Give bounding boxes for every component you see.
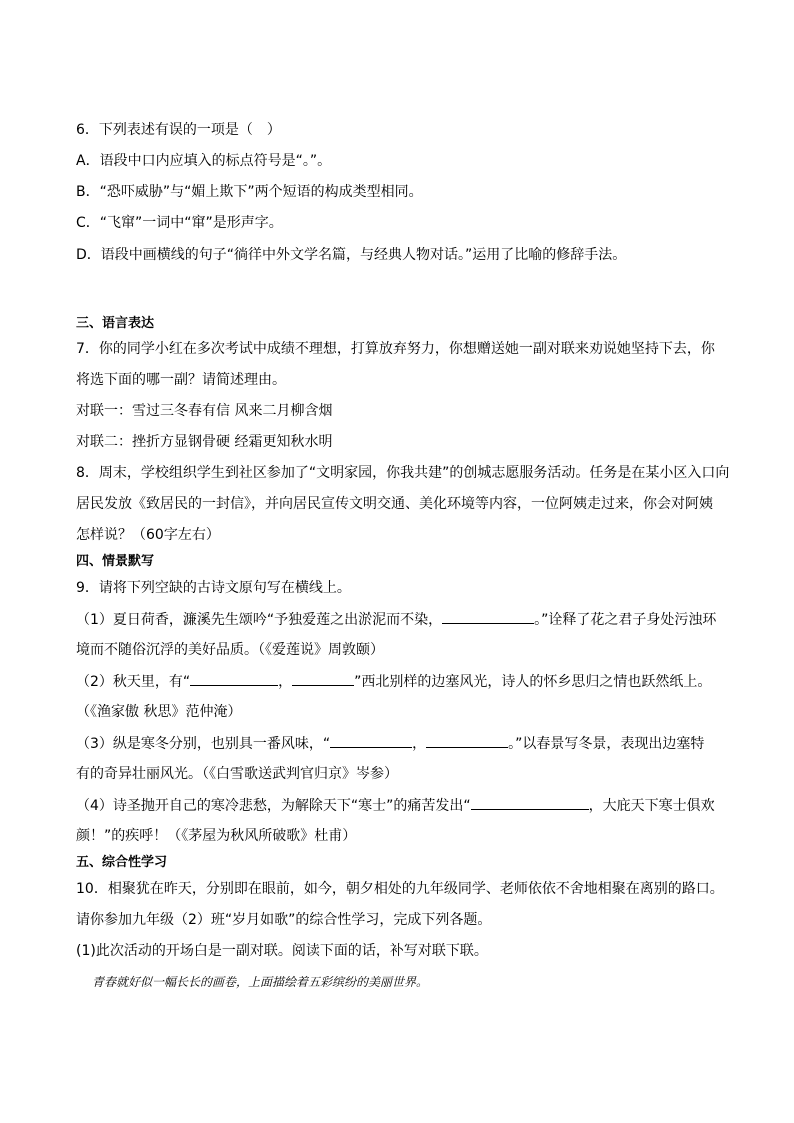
q6-option-d: D．语段中画横线的句子“徜徉中外文学名篇，与经典人物对话。”运用了比喻的修辞手法。 [76, 247, 627, 263]
q9-s4-blank [471, 795, 589, 810]
q9-s3-text-c: 。”以春景写冬景，表现出边塞特 [508, 736, 705, 752]
q9-s3-line1 [76, 733, 736, 754]
q9-s1-line1 [76, 609, 736, 630]
q9-s1-text-b: 。”诠释了花之君子身处污浊环 [534, 612, 717, 628]
q8-line3: 怎样说？（60字左右） [76, 527, 220, 543]
q10-line1: 10．相聚犹在昨天，分别即在眼前，如今，朝夕相处的九年级同学、老师依依不舍地相聚在离别的路口。 [76, 881, 724, 897]
q9-s2-text-c: ”西北别样的边塞风光，诗人的怀乡思归之情也跃然纸上。 [354, 674, 712, 690]
section4-title: 四、情景默写 [76, 554, 155, 569]
q9-s3-blank-2 [426, 733, 508, 748]
q9-s3-text-b: ， [412, 736, 427, 752]
q9-s3-text-a: （3）纵是寒冬分别，也别具一番风味，“ [76, 736, 331, 752]
q9-s4-text-b: ，大庇天下寒士俱欢 [588, 798, 715, 814]
q9-s1-blank [442, 609, 534, 624]
q9-s2-text-a: （2）秋天里，有“ [76, 674, 191, 690]
q10-sub1: (1)此次活动的开场白是一副对联。阅读下面的话，补写对联下联。 [76, 943, 488, 959]
q9-s4-line1 [76, 795, 736, 816]
q7-couplet1: 对联一：雪过三冬春有信 风来二月柳含烟 [76, 403, 333, 419]
q9-stem: 9．请将下列空缺的古诗文原句写在横线上。 [76, 580, 351, 596]
q7-couplet2: 对联二：挫折方显钢骨硬 经霜更知秋水明 [76, 434, 333, 450]
section5-title: 五、综合性学习 [76, 855, 168, 870]
q9-s2-line2: （《渔家傲 秋思》范仲淹） [76, 704, 242, 720]
q6-stem: 6．下列表述有误的一项是（ ） [76, 122, 281, 138]
q9-s2-text-b: ， [278, 674, 293, 690]
q7-line1: 7．你的同学小红在多次考试中成绩不理想，打算放弃努力，你想赠送她一副对联来劝说她坚持下去，你 [76, 341, 715, 357]
q6-option-c: C．“飞窜”一词中“窜”是形声字。 [76, 215, 283, 231]
q9-s2-line1 [76, 671, 736, 692]
q9-s2-blank-1 [190, 671, 278, 686]
q9-s4-line2: 颜！”的疾呼！（《茅屋为秋风所破歌》杜甫） [76, 828, 357, 844]
q6-option-a: A．语段中口内应填入的标点符号是“。”。 [76, 153, 332, 169]
q6-option-b: B．“恐吓威胁”与“媚上欺下”两个短语的构成类型相同。 [76, 184, 423, 200]
q9-s3-blank-1 [330, 733, 412, 748]
q8-line1: 8．周末，学校组织学生到社区参加了“文明家园，你我共建”的创城志愿服务活动。任务是在某小区入口向 [76, 465, 730, 481]
q9-s2-blank-2 [292, 671, 354, 686]
q9-s1-line2: 境而不随俗沉浮的美好品质。（《爱莲说》周敦颐） [76, 642, 384, 658]
section3-title: 三、语言表达 [76, 316, 155, 331]
q8-line2: 居民发放《致居民的一封信》，并向居民宣传文明交通、美化环境等内容，一位阿姨走过来，你会对阿姨 [76, 496, 713, 512]
q10-handwritten-quote: 青春就好似一幅长长的画卷，上面描绘着五彩缤纷的美丽世界。 [92, 975, 429, 989]
q7-line2: 将选下面的哪一副？请简述理由。 [76, 372, 286, 388]
q10-line2: 请你参加九年级（2）班“岁月如歌”的综合性学习，完成下列各题。 [76, 912, 492, 928]
q9-s1-text-a: （1）夏日荷香，濂溪先生颂吟“予独爱莲之出淤泥而不染， [76, 612, 443, 628]
q9-s3-line2: 有的奇异壮丽风光。（《白雪歌送武判官归京》岑参） [76, 766, 398, 782]
q9-s4-text-a: （4）诗圣抛开自己的寒冷悲愁，为解除天下“寒士”的痛苦发出“ [76, 798, 471, 814]
